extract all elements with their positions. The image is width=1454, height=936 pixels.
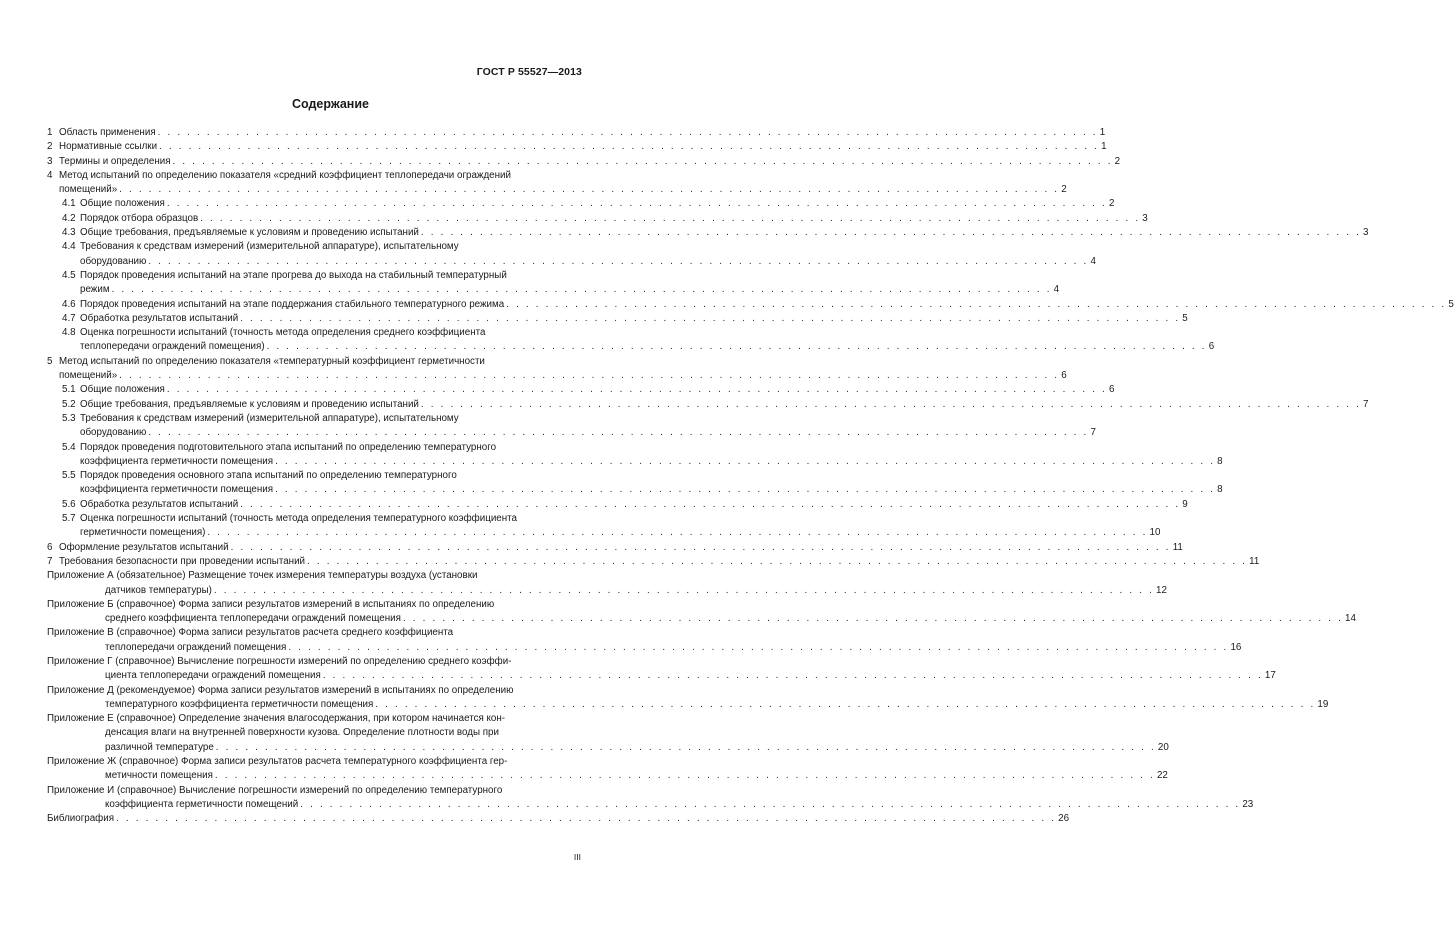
toc-entry-page: 5 bbox=[1182, 312, 1188, 324]
toc-entry bbox=[47, 169, 1067, 198]
dot-leader bbox=[116, 812, 1056, 826]
toc-entry-text: помещений» bbox=[59, 184, 118, 196]
toc-entry bbox=[47, 126, 1106, 140]
toc-entry-page: 11 bbox=[1172, 541, 1183, 553]
toc-entry-page: 3 bbox=[1363, 227, 1369, 239]
dot-leader bbox=[403, 612, 1343, 626]
dot-leader bbox=[288, 641, 1228, 655]
dot-leader bbox=[375, 698, 1315, 712]
toc-entry-text: Обработка результатов испытаний bbox=[80, 498, 239, 510]
toc-entry-text: Порядок отбора образцов bbox=[80, 212, 199, 224]
toc-entry bbox=[47, 155, 1121, 169]
toc-entry-text: датчиков температуры) bbox=[105, 584, 212, 596]
dot-leader bbox=[215, 769, 1155, 783]
toc-entry-text: Библиография bbox=[47, 813, 115, 825]
toc-entry-text: Общие требования, предъявляемые к условиям и проведению испытаний bbox=[80, 398, 419, 410]
toc-entry-number: 4.8 bbox=[62, 327, 76, 339]
toc-entry bbox=[47, 197, 1115, 211]
dot-leader bbox=[216, 741, 1156, 755]
toc-entry-number: 6 bbox=[47, 541, 53, 553]
toc-entry-number: 5.2 bbox=[62, 398, 76, 410]
toc-entry bbox=[47, 569, 1167, 598]
toc-entry-number: 4.2 bbox=[62, 212, 76, 224]
toc-entry bbox=[47, 598, 1356, 627]
toc-entry-page: 7 bbox=[1363, 398, 1369, 410]
toc-entry bbox=[47, 312, 1188, 326]
toc-entry-page: 2 bbox=[1108, 198, 1115, 210]
toc-entry-text: температурного коэффициента герметичности помещения bbox=[105, 698, 374, 710]
toc-entry-page: 2 bbox=[1061, 184, 1067, 196]
toc-entry-text: Общие требования, предъявляемые к условиям и проведению испытаний bbox=[80, 227, 419, 239]
toc-entry-text: герметичности помещения) bbox=[80, 527, 206, 539]
toc-entry-text: коэффициента герметичности помещения bbox=[80, 484, 274, 496]
dot-leader bbox=[159, 140, 1099, 154]
toc-entry-text: Требования к средствам измерений (измерительной аппаратуре), испытательному bbox=[80, 412, 459, 424]
toc-entry-page: 11 bbox=[1249, 555, 1260, 567]
toc-entry-page: 8 bbox=[1217, 484, 1223, 496]
dot-leader bbox=[267, 340, 1207, 354]
toc-entry-page: 6 bbox=[1061, 370, 1067, 382]
toc-entry bbox=[47, 555, 1260, 569]
toc-entry-number: 4.6 bbox=[62, 298, 76, 310]
toc-entry-number: 7 bbox=[47, 555, 53, 567]
toc-entry-page: 7 bbox=[1090, 427, 1096, 439]
toc-entry-page: 4 bbox=[1090, 255, 1096, 267]
toc-entry bbox=[47, 626, 1242, 655]
dot-leader bbox=[300, 798, 1240, 812]
toc-entry-text: Нормативные ссылки bbox=[59, 141, 158, 153]
toc-entry-text: Приложение Б (справочное) Форма записи результатов измерений в испытаниях по определению bbox=[47, 598, 495, 610]
toc-entry bbox=[47, 655, 1276, 684]
toc-entry-text: теплопередачи ограждений помещения bbox=[105, 641, 287, 653]
toc-entry-text: циента теплопередачи ограждений помещения bbox=[105, 670, 321, 682]
toc-entry-page: 17 bbox=[1264, 670, 1276, 682]
toc-entry-page: 3 bbox=[1142, 212, 1148, 224]
toc-entry bbox=[47, 269, 1060, 298]
page-title: Содержание bbox=[291, 97, 369, 111]
toc-entry-page: 20 bbox=[1157, 741, 1169, 753]
toc-entry bbox=[47, 326, 1215, 355]
toc-entry bbox=[47, 784, 1254, 813]
toc-entry bbox=[47, 812, 1070, 826]
toc-entry bbox=[47, 240, 1096, 269]
toc-entry-text: Приложение В (справочное) Форма записи результатов расчета среднего коэффициента bbox=[47, 627, 454, 639]
dot-leader bbox=[167, 197, 1107, 211]
toc-entry-text: Область применения bbox=[59, 127, 156, 138]
toc-entry-text: Порядок проведения основного этапа испытаний по определению температурного bbox=[80, 470, 457, 482]
toc-entry-number: 5.5 bbox=[62, 470, 76, 482]
page-number: III bbox=[573, 852, 581, 862]
toc-entry-text: Приложение Е (справочное) Определение значения влагосодержания, при котором начинается кон- bbox=[47, 713, 506, 725]
toc-entry-page: 6 bbox=[1208, 341, 1215, 353]
table-of-contents bbox=[47, 126, 1454, 827]
toc-entry-text: режим bbox=[80, 284, 110, 296]
toc-entry-page: 14 bbox=[1345, 613, 1356, 625]
toc-entry bbox=[47, 412, 1096, 441]
toc-entry-number: 5.1 bbox=[62, 384, 76, 396]
toc-entry-text: оборудованию bbox=[80, 427, 147, 439]
toc-entry bbox=[47, 398, 1369, 412]
toc-entry-text: Приложение Ж (справочное) Форма записи результатов расчета температурного коэффициента гер- bbox=[47, 756, 508, 768]
toc-entry-number: 4.7 bbox=[62, 312, 76, 324]
document-number: ГОСТ Р 55527—2013 bbox=[476, 66, 582, 78]
toc-entry-text: коэффициента герметичности помещений bbox=[105, 798, 299, 810]
dot-leader bbox=[148, 426, 1088, 440]
toc-entry-number: 4.3 bbox=[62, 227, 76, 239]
toc-entry-text: различной температуре bbox=[105, 741, 214, 753]
toc-entry-text: Приложение Г (справочное) Вычисление погрешности измерений по определению среднего коэффи- bbox=[47, 655, 512, 667]
toc-entry-text: Порядок проведения испытаний на этапе поддержания стабильного температурного режима bbox=[80, 298, 505, 310]
dot-leader bbox=[240, 312, 1180, 326]
toc-entry-text: теплопередачи ограждений помещения) bbox=[80, 341, 265, 353]
toc-entry-text: Приложение И (справочное) Вычисление погрешности измерений по определению температурного bbox=[47, 784, 503, 796]
toc-entry-text: Требования к средствам измерений (измерительной аппаратуре), испытательному bbox=[80, 241, 459, 253]
toc-entry-text: среднего коэффициента теплопередачи ограждений помещения bbox=[105, 613, 401, 625]
toc-entry-number: 5 bbox=[47, 355, 53, 367]
toc-entry-page: 9 bbox=[1182, 498, 1188, 510]
dot-leader bbox=[240, 498, 1180, 512]
toc-entry-text: Приложение А (обязательное) Размещение точек измерения температуры воздуха (установки bbox=[47, 570, 478, 582]
toc-entry-number: 5.6 bbox=[62, 498, 76, 510]
toc-entry-page: 4 bbox=[1053, 284, 1060, 296]
toc-entry-number: 5.3 bbox=[62, 412, 76, 424]
toc-entry bbox=[47, 355, 1067, 384]
toc-entry-number: 2 bbox=[47, 141, 53, 153]
toc-entry-number: 4 bbox=[47, 169, 53, 181]
toc-entry-text: Обработка результатов испытаний bbox=[80, 312, 239, 324]
toc-entry-text: Метод испытаний по определению показателя «температурный коэффициент герметичности bbox=[59, 355, 485, 367]
toc-entry-text: Оценка погрешности испытаний (точность метода определения среднего коэффициента bbox=[80, 327, 486, 339]
dot-leader bbox=[421, 226, 1361, 240]
dot-leader bbox=[214, 584, 1154, 598]
toc-entry bbox=[47, 212, 1148, 226]
dot-leader bbox=[323, 669, 1263, 683]
toc-entry-page: 5 bbox=[1448, 298, 1454, 310]
toc-entry-text: Приложение Д (рекомендуемое) Форма записи результатов измерений в испытаниях по определению bbox=[47, 684, 514, 696]
dot-leader bbox=[207, 526, 1147, 540]
dot-leader bbox=[112, 283, 1052, 297]
toc-entry-text: Метод испытаний по определению показателя «средний коэффициент теплопередачи ограждений bbox=[59, 169, 511, 181]
toc-entry-text: оборудованию bbox=[80, 255, 147, 267]
dot-leader bbox=[158, 126, 1098, 140]
toc-entry-page: 19 bbox=[1317, 698, 1329, 710]
toc-entry-text: Термины и определения bbox=[59, 155, 171, 167]
dot-leader bbox=[275, 455, 1215, 469]
toc-entry-text: помещений» bbox=[59, 370, 118, 382]
dot-leader bbox=[275, 483, 1215, 497]
toc-entry-page: 1 bbox=[1101, 141, 1107, 153]
toc-entry-number: 5.7 bbox=[62, 513, 76, 525]
toc-entry-text: Общие положения bbox=[80, 198, 165, 210]
toc-entry-text: Оформление результатов испытаний bbox=[59, 541, 229, 553]
dot-leader bbox=[173, 155, 1113, 169]
toc-entry-number: 3 bbox=[47, 155, 53, 167]
dot-leader bbox=[119, 183, 1059, 197]
toc-entry-page: 23 bbox=[1242, 798, 1254, 810]
toc-entry-text: Требования безопасности при проведении испытаний bbox=[59, 555, 306, 567]
toc-entry-number: 5.4 bbox=[62, 441, 76, 453]
toc-entry bbox=[47, 684, 1329, 713]
toc-entry bbox=[47, 469, 1223, 498]
dot-leader bbox=[119, 369, 1059, 383]
toc-entry-page: 10 bbox=[1149, 527, 1161, 539]
toc-entry-page: 16 bbox=[1230, 641, 1242, 653]
toc-entry bbox=[47, 383, 1115, 397]
dot-leader bbox=[167, 383, 1107, 397]
dot-leader bbox=[506, 298, 1446, 312]
toc-entry bbox=[47, 512, 1161, 541]
toc-entry bbox=[47, 140, 1107, 154]
toc-entry-page: 1 bbox=[1099, 127, 1106, 138]
toc-entry-text: метичности помещения bbox=[105, 770, 213, 782]
toc-entry-number: 4.1 bbox=[62, 198, 76, 210]
dot-leader bbox=[307, 555, 1247, 569]
toc-entry bbox=[47, 541, 1183, 555]
toc-entry-number: 1 bbox=[47, 127, 53, 138]
toc-entry-text: Порядок проведения испытаний на этапе прогрева до выхода на стабильный температурный bbox=[80, 269, 507, 281]
toc-entry-page: 2 bbox=[1114, 155, 1121, 167]
toc-entry bbox=[47, 755, 1168, 784]
toc-entry-text: Общие положения bbox=[80, 384, 165, 396]
toc-entry bbox=[47, 226, 1369, 240]
toc-entry-number: 4.4 bbox=[62, 241, 76, 253]
toc-entry-page: 22 bbox=[1156, 770, 1168, 782]
dot-leader bbox=[200, 212, 1140, 226]
toc-entry-text: Порядок проведения подготовительного этапа испытаний по определению температурного bbox=[80, 441, 497, 453]
toc-entry-page: 8 bbox=[1217, 455, 1223, 467]
toc-entry-page: 26 bbox=[1058, 813, 1070, 825]
toc-entry bbox=[47, 441, 1223, 470]
toc-entry bbox=[47, 298, 1454, 312]
toc-entry bbox=[47, 712, 1169, 755]
dot-leader bbox=[231, 541, 1171, 555]
toc-entry-text: коэффициента герметичности помещения bbox=[80, 455, 274, 467]
toc-entry bbox=[47, 498, 1188, 512]
toc-entry-page: 6 bbox=[1108, 384, 1115, 396]
toc-entry-page: 12 bbox=[1156, 584, 1167, 596]
toc-entry-number: 4.5 bbox=[62, 269, 76, 281]
dot-leader bbox=[421, 398, 1361, 412]
dot-leader bbox=[148, 255, 1088, 269]
toc-entry-text: Оценка погрешности испытаний (точность метода определения температурного коэффициента bbox=[80, 513, 517, 525]
toc-entry-text: денсация влаги на внутренней поверхности кузова. Определение плотности воды при bbox=[105, 727, 499, 739]
